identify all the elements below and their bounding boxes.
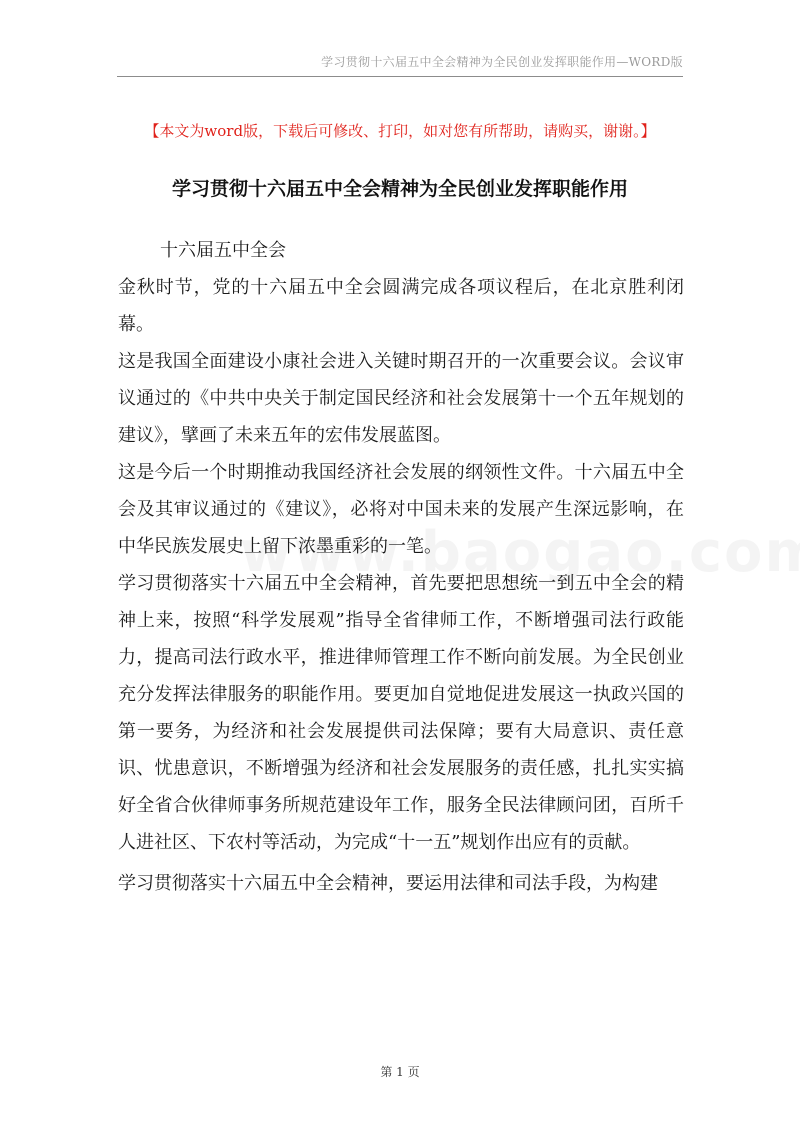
- document-title: 学习贯彻十六届五中全会精神为全民创业发挥职能作用: [171, 178, 628, 200]
- download-notice: 【本文为word版，下载后可修改、打印，如对您有所帮助，请购买，谢谢。】: [144, 122, 656, 140]
- running-header: 学习贯彻十六届五中全会精神为全民创业发挥职能作用—WORD版: [321, 55, 683, 69]
- section-heading: 十六届五中全会: [160, 240, 286, 261]
- paragraph: 金秋时节，党的十六届五中全会圆满完成各项议程后，在北京胜利闭幕。: [118, 277, 684, 335]
- paragraph: 学习贯彻落实十六届五中全会精神，首先要把思想统一到五中全会的精神上来，按照“科学发展观”指导全省律师工作，不断增强司法行政能力，提高司法行政水平，推进律师管理工作不断向前发展。为全民创业充分发挥法律服务的职能作用。要更加自觉地促进发展这一执政兴国的第一要务，为经济和社会发展提供司法保障；要有大局意识、责任意识、忧患意识，不断增强为经济和社会发展服务的责任感，扎扎实实搞好全省合伙律师事务所规范建设年工作，服务全民法律顾问团，百所千人进社区、下农村等活动，为完成“十一五”规划作出应有的贡献。: [118, 573, 684, 853]
- paragraph: 学习贯彻落实十六届五中全会精神，要运用法律和司法手段，为构建: [118, 873, 658, 894]
- header-divider: [117, 76, 683, 77]
- document-body: [118, 232, 684, 902]
- paragraph: 这是我国全面建设小康社会进入关键时期召开的一次重要会议。会议审议通过的《中共中央关于制定国民经济和社会发展第十一个五年规划的建议》，擘画了未来五年的宏伟发展蓝图。: [118, 351, 684, 446]
- paragraph: 这是今后一个时期推动我国经济社会发展的纲领性文件。十六届五中全会及其审议通过的《建议》，必将对中国未来的发展产生深远影响，在中华民族发展史上留下浓墨重彩的一笔。: [118, 462, 684, 557]
- page-number: 第 1 页: [380, 1065, 420, 1079]
